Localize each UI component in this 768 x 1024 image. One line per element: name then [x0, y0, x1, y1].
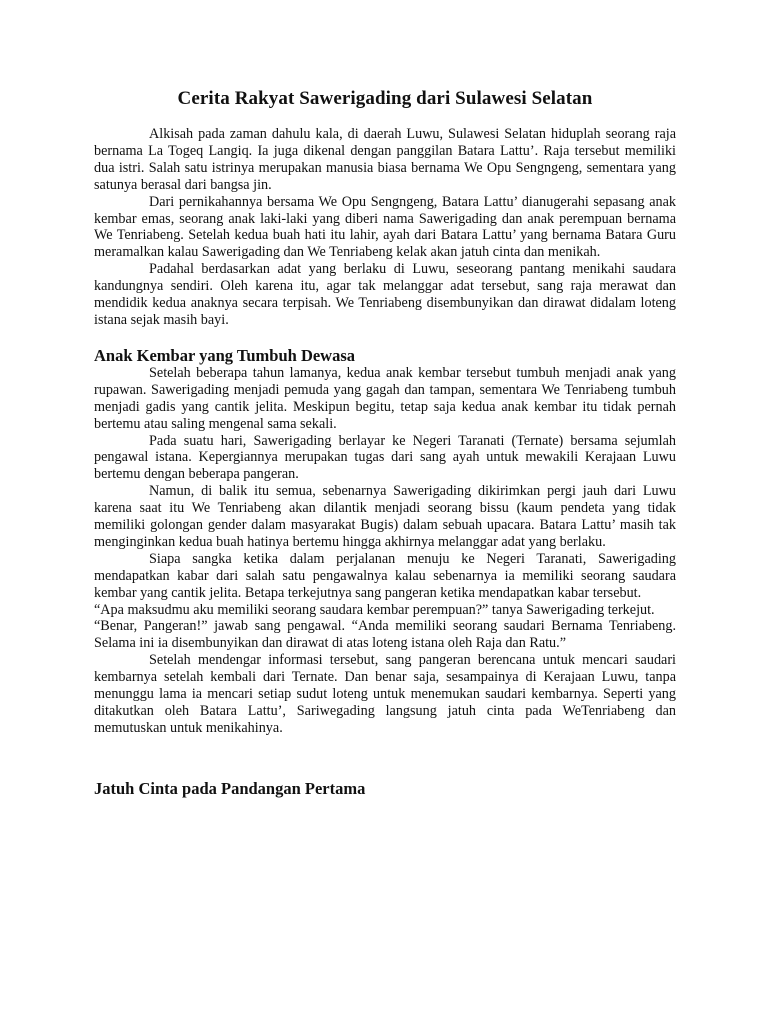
section1-paragraph-4: Siapa sangka ketika dalam perjalanan menuju ke Negeri Taranati, Sawerigading mendapatkan kabar dari salah satu pengawalnya kalau sebenarnya ia memiliki seorang saudara kembar yang cantik jelita. Betapa terkejutnya sang pangeran ketika mendapatkan kabar tersebut.	[94, 550, 676, 601]
section1-paragraph-2: Pada suatu hari, Sawerigading berlayar ke Negeri Taranati (Ternate) bersama sejumlah pengawal istana. Kepergiannya merupakan tugas dari sang ayah untuk mewakili Kerajaan Luwu bertemu dengan beberapa pangeran.	[94, 432, 676, 483]
section1-paragraph-1: Setelah beberapa tahun lamanya, kedua anak kembar tersebut tumbuh menjadi anak yang rupawan. Sawerigading menjadi pemuda yang gagah dan tampan, sementara We Tenriabeng tumbuh menjadi gadis yang cantik jelita. Meskipun begitu, tetap saja kedua anak kembar itu tidak pernah bertemu atau saling mengenal sama sekali.	[94, 364, 676, 432]
spacer	[94, 737, 676, 779]
section1-closing-paragraph: Setelah mendengar informasi tersebut, sang pangeran berencana untuk mencari saudari kembarnya setelah kembali dari Ternate. Dan benar saja, sesampainya di Kerajaan Luwu, tanpa menunggu lama ia mencari setiap sudut loteng untuk menemukan saudari kembarnya. Seperti yang ditakutkan oleh Batara Lattu’, Sariwegading langsung jatuh cinta pada WeTenriabeng dan memutuskan untuk menikahinya.	[94, 652, 676, 736]
intro-paragraph-1: Alkisah pada zaman dahulu kala, di daerah Luwu, Sulawesi Selatan hiduplah seorang raja bernama La Togeq Langiq. Ia juga dikenal dengan panggilan Batara Lattu’. Raja tersebut memiliki dua istri. Salah satu istrinya merupakan manusia biasa bernama We Opu Sengngeng, sementara yang satunya berasal dari bangsa jin.	[94, 126, 676, 193]
section1-paragraph-3: Namun, di balik itu semua, sebenarnya Sawerigading dikirimkan pergi jauh dari Luwu karena saat itu We Tenriabeng akan dilantik menjadi seorang bissu (kaum pendeta yang tidak memiliki golongan gender dalam masyarakat Bugis) dalam sebuah upacara. Batara Lattu’ masih tak menginginkan kedua buah hatinya bertemu hingga akhirnya melanggar adat yang berlaku.	[94, 483, 676, 550]
section-heading-jatuh-cinta: Jatuh Cinta pada Pandangan Pertama	[94, 778, 366, 798]
dialogue-line-2: “Benar, Pangeran!” jawab sang pengawal. “Anda memiliki seorang saudari Bernama Tenriabeng. Selama ini ia disembunyikan dan dirawat di atas loteng istana oleh Raja dan Ratu.”	[94, 618, 676, 652]
document-title: Cerita Rakyat Sawerigading dari Sulawesi Selatan	[177, 88, 593, 109]
intro-paragraph-2: Dari pernikahannya bersama We Opu Sengngeng, Batara Lattu’ dianugerahi sepasang anak kembar emas, seorang anak laki-laki yang diberi nama Sawerigading dan anak perempuan bernama We Tenriabeng. Setelah kedua buah hati itu lahir, ayah dari Batara Lattu’ yang bernama Batara Guru meramalkan kalau Sawerigading dan We Tenriabeng kelak akan jatuh cinta dan menikah.	[94, 193, 676, 261]
spacer	[94, 329, 676, 346]
dialogue-line-1: “Apa maksudmu aku memiliki seorang saudara kembar perempuan?” tanya Sawerigading terkejut.	[94, 601, 655, 618]
section-heading-anak-kembar: Anak Kembar yang Tumbuh Dewasa	[94, 345, 356, 365]
intro-paragraph-3: Padahal berdasarkan adat yang berlaku di Luwu, seseorang pantang menikahi saudara kandungnya sendiri. Oleh karena itu, agar tak melanggar adat tersebut, sang raja merawat dan mendidik kedua anaknya secara terpisah. We Tenriabeng disembunyikan dan dirawat didalam loteng istana sejak masih bayi.	[94, 261, 676, 328]
